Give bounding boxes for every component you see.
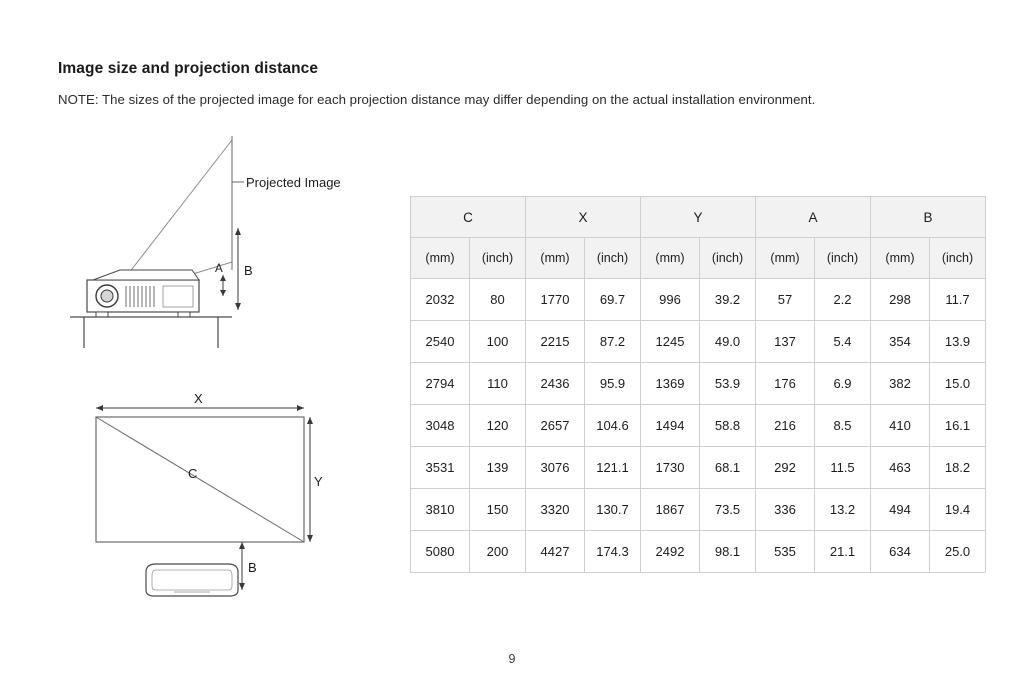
cell-c-mm: 3810 — [411, 489, 470, 531]
note-label: NOTE: — [58, 92, 99, 107]
header-unit-b-inch: (inch) — [930, 238, 986, 279]
cell-b-inch: 11.7 — [930, 279, 986, 321]
cell-y-mm: 996 — [641, 279, 700, 321]
cell-a-inch: 5.4 — [815, 321, 871, 363]
table-header-units — [411, 238, 986, 279]
cell-c-inch: 150 — [470, 489, 526, 531]
cell-b-mm: 634 — [871, 531, 930, 573]
cell-y-inch: 98.1 — [700, 531, 756, 573]
table-row — [411, 447, 986, 489]
projection-diagram — [60, 120, 400, 620]
cell-b-mm: 463 — [871, 447, 930, 489]
cell-y-inch: 73.5 — [700, 489, 756, 531]
label-b-side: B — [244, 263, 253, 278]
table-row — [411, 531, 986, 573]
cell-c-mm: 3531 — [411, 447, 470, 489]
cell-x-mm: 2215 — [526, 321, 585, 363]
cell-y-inch: 68.1 — [700, 447, 756, 489]
cell-y-mm: 1369 — [641, 363, 700, 405]
cell-a-mm: 292 — [756, 447, 815, 489]
cell-a-mm: 535 — [756, 531, 815, 573]
label-y: Y — [314, 474, 323, 489]
header-group-a: A — [756, 197, 871, 238]
cell-b-inch: 25.0 — [930, 531, 986, 573]
cell-a-mm: 216 — [756, 405, 815, 447]
header-unit-c-inch: (inch) — [470, 238, 526, 279]
label-c: C — [188, 466, 198, 481]
header-unit-x-inch: (inch) — [585, 238, 641, 279]
header-unit-a-inch: (inch) — [815, 238, 871, 279]
cell-b-mm: 494 — [871, 489, 930, 531]
cell-c-mm: 3048 — [411, 405, 470, 447]
cell-b-mm: 298 — [871, 279, 930, 321]
table-body — [411, 279, 986, 573]
cell-x-inch: 87.2 — [585, 321, 641, 363]
table-row — [411, 363, 986, 405]
cell-x-inch: 121.1 — [585, 447, 641, 489]
cell-c-inch: 100 — [470, 321, 526, 363]
cell-y-inch: 39.2 — [700, 279, 756, 321]
label-a-side: A — [215, 263, 223, 275]
cell-x-mm: 2657 — [526, 405, 585, 447]
cell-x-mm: 3320 — [526, 489, 585, 531]
header-unit-c-mm: (mm) — [411, 238, 470, 279]
cell-c-inch: 80 — [470, 279, 526, 321]
note-text: The sizes of the projected image for each projection distance may differ depending on the actual installation environment. — [98, 92, 816, 107]
cell-y-inch: 49.0 — [700, 321, 756, 363]
cell-y-inch: 58.8 — [700, 405, 756, 447]
cell-b-mm: 354 — [871, 321, 930, 363]
cell-c-inch: 200 — [470, 531, 526, 573]
cell-a-mm: 176 — [756, 363, 815, 405]
spec-table-wrapper — [410, 196, 986, 573]
header-unit-a-mm: (mm) — [756, 238, 815, 279]
cell-a-inch: 13.2 — [815, 489, 871, 531]
header-unit-b-mm: (mm) — [871, 238, 930, 279]
cell-x-mm: 2436 — [526, 363, 585, 405]
cell-b-mm: 410 — [871, 405, 930, 447]
header-unit-y-mm: (mm) — [641, 238, 700, 279]
cell-x-mm: 4427 — [526, 531, 585, 573]
cell-x-mm: 1770 — [526, 279, 585, 321]
cell-b-inch: 18.2 — [930, 447, 986, 489]
header-group-y: Y — [641, 197, 756, 238]
table-row — [411, 279, 986, 321]
table-head — [411, 197, 986, 279]
table-header-groups — [411, 197, 986, 238]
header-group-c: C — [411, 197, 526, 238]
front-view-group — [96, 391, 323, 596]
cell-x-inch: 174.3 — [585, 531, 641, 573]
table-row — [411, 405, 986, 447]
cell-x-mm: 3076 — [526, 447, 585, 489]
cell-b-inch: 16.1 — [930, 405, 986, 447]
projected-image-label: Projected Image — [246, 175, 341, 190]
cell-a-mm: 336 — [756, 489, 815, 531]
table-row — [411, 489, 986, 531]
cell-y-mm: 1867 — [641, 489, 700, 531]
image-size-projection-distance-table — [410, 196, 986, 573]
header-unit-x-mm: (mm) — [526, 238, 585, 279]
cell-x-inch: 130.7 — [585, 489, 641, 531]
cell-x-inch: 104.6 — [585, 405, 641, 447]
cell-x-inch: 69.7 — [585, 279, 641, 321]
header-unit-y-inch: (inch) — [700, 238, 756, 279]
cell-a-mm: 57 — [756, 279, 815, 321]
cell-a-mm: 137 — [756, 321, 815, 363]
cell-c-inch: 139 — [470, 447, 526, 489]
page-number: 9 — [508, 652, 516, 666]
cell-c-mm: 5080 — [411, 531, 470, 573]
cell-y-mm: 1245 — [641, 321, 700, 363]
cell-x-inch: 95.9 — [585, 363, 641, 405]
cell-b-inch: 19.4 — [930, 489, 986, 531]
cell-c-inch: 120 — [470, 405, 526, 447]
cell-a-inch: 2.2 — [815, 279, 871, 321]
header-group-x: X — [526, 197, 641, 238]
cell-b-inch: 15.0 — [930, 363, 986, 405]
cell-c-inch: 110 — [470, 363, 526, 405]
cell-c-mm: 2540 — [411, 321, 470, 363]
cell-a-inch: 8.5 — [815, 405, 871, 447]
note-paragraph — [58, 92, 815, 107]
label-b-front: B — [248, 560, 257, 575]
cell-b-inch: 13.9 — [930, 321, 986, 363]
cell-y-mm: 1494 — [641, 405, 700, 447]
cell-b-mm: 382 — [871, 363, 930, 405]
cell-a-inch: 11.5 — [815, 447, 871, 489]
table-row — [411, 321, 986, 363]
cell-y-mm: 2492 — [641, 531, 700, 573]
label-x: X — [194, 391, 203, 406]
cell-y-mm: 1730 — [641, 447, 700, 489]
cell-a-inch: 6.9 — [815, 363, 871, 405]
cell-a-inch: 21.1 — [815, 531, 871, 573]
page-title: Image size and projection distance — [58, 60, 319, 77]
header-group-b: B — [871, 197, 986, 238]
cell-c-mm: 2032 — [411, 279, 470, 321]
cell-y-inch: 53.9 — [700, 363, 756, 405]
cell-c-mm: 2794 — [411, 363, 470, 405]
side-view-group — [70, 136, 341, 348]
